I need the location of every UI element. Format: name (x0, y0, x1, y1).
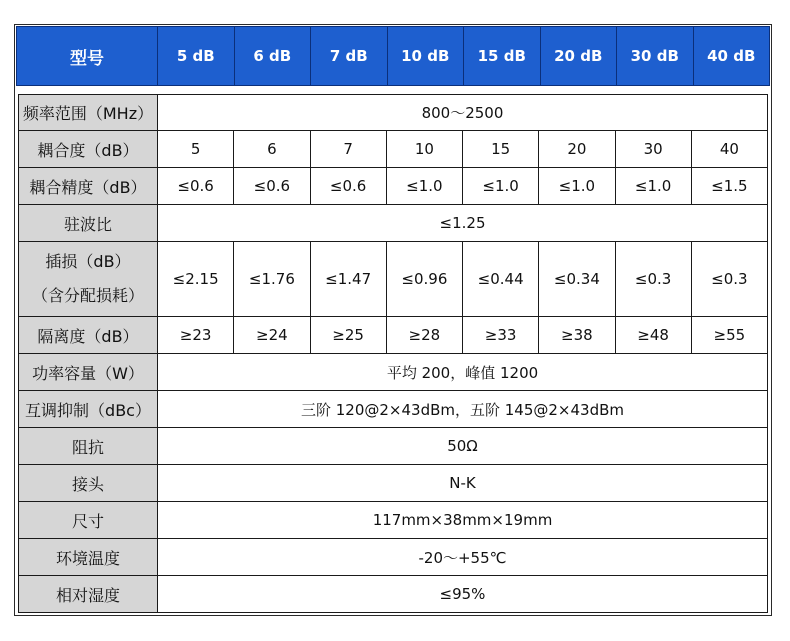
size-value: 117mm×38mm×19mm (158, 502, 768, 539)
header-col-10db: 10 dB (387, 27, 464, 85)
row-label-frequency: 频率范围（MHz） (19, 95, 158, 131)
impedance-value: 50Ω (158, 428, 768, 465)
coupling-cell: 10 (386, 131, 462, 168)
insertion-cell: ≤2.15 (158, 242, 234, 317)
table-row (19, 242, 768, 317)
imd-value: 三阶 120@2×43dBm，五阶 145@2×43dBm (158, 391, 768, 428)
row-label-humidity: 相对湿度 (19, 576, 158, 613)
precision-cell: ≤0.6 (310, 168, 386, 205)
table-row (19, 317, 768, 354)
coupling-cell: 15 (463, 131, 539, 168)
insertion-cell: ≤1.76 (234, 242, 310, 317)
header-col-20db: 20 dB (540, 27, 617, 85)
precision-cell: ≤1.5 (691, 168, 767, 205)
table-row (19, 354, 768, 391)
precision-cell: ≤0.6 (234, 168, 310, 205)
header-col-15db: 15 dB (463, 27, 540, 85)
precision-cell: ≤0.6 (158, 168, 234, 205)
coupling-cell: 30 (615, 131, 691, 168)
insertion-cell: ≤1.47 (310, 242, 386, 317)
header-col-7db: 7 dB (310, 27, 387, 85)
table-row (19, 391, 768, 428)
isolation-cell: ≥38 (539, 317, 615, 354)
power-value: 平均 200，峰值 1200 (158, 354, 768, 391)
row-label-size: 尺寸 (19, 502, 158, 539)
header-col-5db: 5 dB (157, 27, 234, 85)
coupling-cell: 7 (310, 131, 386, 168)
humidity-value: ≤95% (158, 576, 768, 613)
row-label-isolation: 隔离度（dB） (19, 317, 158, 354)
isolation-cell: ≥33 (463, 317, 539, 354)
isolation-cell: ≥55 (691, 317, 767, 354)
insertion-cell: ≤0.34 (539, 242, 615, 317)
insertion-cell: ≤0.3 (691, 242, 767, 317)
coupling-cell: 5 (158, 131, 234, 168)
vswr-value: ≤1.25 (158, 205, 768, 242)
row-label-impedance: 阻抗 (19, 428, 158, 465)
temperature-value: -20～+55℃ (158, 539, 768, 576)
precision-cell: ≤1.0 (615, 168, 691, 205)
header-row (16, 26, 770, 86)
table-row (19, 95, 768, 131)
table-row (19, 539, 768, 576)
table-row (19, 131, 768, 168)
precision-cell: ≤1.0 (539, 168, 615, 205)
row-label-precision: 耦合精度（dB） (19, 168, 158, 205)
row-label-power: 功率容量（W） (19, 354, 158, 391)
insertion-label-line1: 插损（dB） (45, 252, 131, 271)
header-model-label: 型号 (70, 48, 104, 69)
table-row (19, 168, 768, 205)
table-row (19, 465, 768, 502)
isolation-cell: ≥48 (615, 317, 691, 354)
row-label-vswr: 驻波比 (19, 205, 158, 242)
row-label-coupling: 耦合度（dB） (19, 131, 158, 168)
coupling-cell: 20 (539, 131, 615, 168)
insertion-label-line2: （含分配损耗） (31, 286, 144, 305)
header-col-6db: 6 dB (234, 27, 311, 85)
row-label-imd: 互调抑制（dBc） (19, 391, 158, 428)
frequency-value: 800～2500 (158, 95, 768, 131)
row-label-insertion (19, 242, 158, 317)
connector-value: N-K (158, 465, 768, 502)
header-col-30db: 30 dB (616, 27, 693, 85)
isolation-cell: ≥28 (386, 317, 462, 354)
row-label-temperature: 环境温度 (19, 539, 158, 576)
row-label-connector: 接头 (19, 465, 158, 502)
spec-table (18, 94, 768, 613)
isolation-cell: ≥24 (234, 317, 310, 354)
header-col-40db: 40 dB (693, 27, 770, 85)
precision-cell: ≤1.0 (463, 168, 539, 205)
table-row (19, 205, 768, 242)
coupling-cell: 6 (234, 131, 310, 168)
isolation-cell: ≥25 (310, 317, 386, 354)
insertion-cell: ≤0.44 (463, 242, 539, 317)
table-row (19, 502, 768, 539)
table-row (19, 428, 768, 465)
insertion-cell: ≤0.3 (615, 242, 691, 317)
isolation-cell: ≥23 (158, 317, 234, 354)
header-gap (16, 86, 770, 94)
table-row (19, 576, 768, 613)
coupling-cell: 40 (691, 131, 767, 168)
insertion-cell: ≤0.96 (386, 242, 462, 317)
precision-cell: ≤1.0 (386, 168, 462, 205)
